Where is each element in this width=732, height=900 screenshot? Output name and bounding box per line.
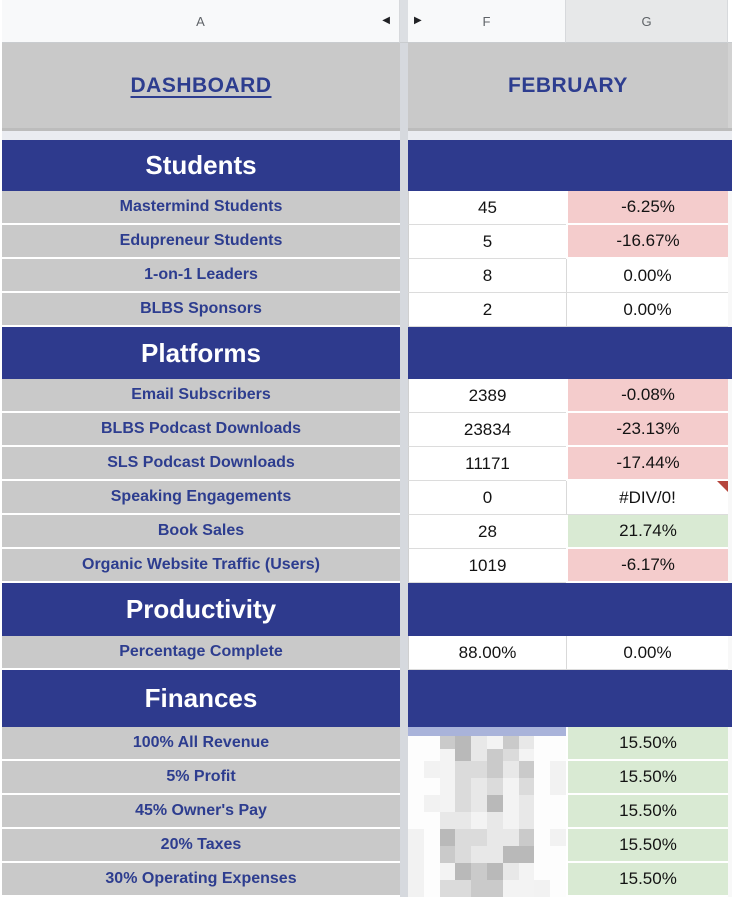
redacted-pixel-block <box>534 795 550 812</box>
hidden-columns-divider <box>400 636 408 670</box>
redacted-pixel-block <box>440 829 456 846</box>
cell-label[interactable] <box>2 636 400 670</box>
hidden-columns-divider <box>400 0 408 43</box>
hidden-columns-divider <box>400 43 408 128</box>
redacted-pixel-block <box>424 880 440 897</box>
change-text: -16.67% <box>616 231 680 250</box>
redacted-pixel-block <box>534 736 550 749</box>
table-row <box>0 413 732 447</box>
table-row <box>0 481 732 515</box>
redacted-pixel-block <box>455 863 471 880</box>
label-text: BLBS Podcast Downloads <box>100 420 302 437</box>
change-text: 21.74% <box>619 521 677 540</box>
redacted-pixel-block <box>440 863 456 880</box>
redacted-pixel-block <box>408 736 424 749</box>
redacted-pixel-block <box>550 880 566 897</box>
redacted-pixel-block <box>424 795 440 812</box>
table-row <box>0 259 732 293</box>
section-banner-span[interactable] <box>408 140 732 191</box>
cell-label[interactable] <box>2 727 400 761</box>
table-row <box>0 447 732 481</box>
cell-value[interactable] <box>408 379 566 413</box>
redacted-pixel-block <box>424 736 440 749</box>
redacted-pixel-block <box>519 846 535 863</box>
cell-value[interactable] <box>408 413 566 447</box>
redacted-pixel-block <box>455 749 471 762</box>
redacted-pixel-block <box>519 749 535 762</box>
hidden-rows-strip-right <box>408 128 732 140</box>
hidden-columns-divider <box>400 515 408 549</box>
redacted-pixel-block <box>487 812 503 829</box>
redacted-pixel-block <box>503 749 519 762</box>
redacted-pixel-block <box>503 761 519 778</box>
cell-change[interactable] <box>566 447 728 481</box>
change-text: 15.50% <box>619 835 677 854</box>
cell-change[interactable] <box>566 727 728 761</box>
label-text: Email Subscribers <box>131 386 271 403</box>
redacted-pixel-block <box>424 863 440 880</box>
label-text: Mastermind Students <box>119 198 283 215</box>
hidden-columns-divider <box>400 829 408 863</box>
redacted-pixel-block <box>550 749 566 762</box>
change-text: 15.50% <box>619 733 677 752</box>
hidden-columns-divider <box>400 379 408 413</box>
redacted-pixel-block <box>440 812 456 829</box>
cell-label[interactable] <box>2 515 400 549</box>
redacted-pixel-block <box>440 736 456 749</box>
hidden-columns-divider <box>400 795 408 829</box>
sheet-right-edge <box>728 447 732 481</box>
cell-value-redacted[interactable] <box>408 727 566 761</box>
hidden-columns-divider <box>400 727 408 761</box>
label-text: Speaking Engagements <box>110 488 292 505</box>
redacted-pixel-block <box>534 749 550 762</box>
redacted-pixel-block <box>471 812 487 829</box>
sheet-right-edge <box>728 225 732 259</box>
redacted-pixel-block <box>487 863 503 880</box>
table-row <box>0 225 732 259</box>
collapse-group-icon[interactable]: ◀ <box>382 15 390 26</box>
cell-value[interactable] <box>408 191 566 225</box>
sheet-right-edge <box>728 259 732 293</box>
cell-change[interactable] <box>566 225 728 259</box>
sheet-right-edge <box>728 515 732 549</box>
cell-label[interactable] <box>2 225 400 259</box>
sheet-right-edge <box>728 549 732 583</box>
redacted-pixel-block <box>550 829 566 846</box>
redacted-pixel-block <box>440 778 456 795</box>
redacted-pixel-block <box>440 761 456 778</box>
hidden-columns-divider <box>400 259 408 293</box>
hidden-columns-divider <box>400 327 408 379</box>
value-text: 11171 <box>465 453 510 473</box>
label-text: SLS Podcast Downloads <box>107 454 295 471</box>
redacted-pixelation <box>408 863 566 897</box>
cell-change[interactable] <box>566 293 728 327</box>
section-banner-span[interactable] <box>408 670 732 727</box>
sheet-right-edge <box>728 293 732 327</box>
table-row <box>0 379 732 413</box>
redacted-pixel-block <box>503 880 519 897</box>
cell-label[interactable] <box>2 863 400 897</box>
table-row <box>0 549 732 583</box>
section-banner[interactable] <box>2 583 400 636</box>
section-banner-span[interactable] <box>408 583 732 636</box>
section-banner-row <box>0 670 732 727</box>
section-title: Platforms <box>141 337 261 368</box>
redacted-pixel-block <box>408 812 424 829</box>
hidden-columns-divider <box>400 670 408 727</box>
hidden-columns-divider <box>400 863 408 897</box>
redacted-pixel-block <box>408 846 424 863</box>
hidden-rows-strip-left <box>2 128 400 140</box>
change-text: 15.50% <box>619 869 677 888</box>
title-row <box>0 43 732 128</box>
change-text: 0.00% <box>623 265 672 285</box>
cell-value-redacted[interactable] <box>408 829 566 863</box>
redacted-pixel-block <box>487 795 503 812</box>
redacted-pixel-block <box>440 846 456 863</box>
hidden-columns-divider <box>400 293 408 327</box>
redacted-pixel-block <box>455 761 471 778</box>
column-letter-a: A <box>196 13 205 29</box>
sheet-right-edge <box>728 795 732 829</box>
dashboard-link-cell[interactable] <box>2 43 400 128</box>
value-text: 1019 <box>468 555 507 575</box>
redacted-pixel-block <box>550 812 566 829</box>
redacted-pixel-block <box>503 846 519 863</box>
redacted-pixel-block <box>503 829 519 846</box>
table-row <box>0 761 732 795</box>
value-text: 88.00% <box>458 642 517 662</box>
section-banner[interactable] <box>2 327 400 379</box>
column-letter-f: F <box>482 13 491 29</box>
redacted-pixel-block <box>550 778 566 795</box>
cell-value[interactable] <box>408 549 566 583</box>
change-text: -6.17% <box>621 555 675 574</box>
redaction-strip <box>408 727 566 736</box>
hidden-columns-divider <box>400 761 408 795</box>
cell-label[interactable] <box>2 447 400 481</box>
hidden-columns-divider <box>400 140 408 191</box>
redacted-pixel-block <box>534 778 550 795</box>
redacted-pixel-block <box>550 736 566 749</box>
cell-change[interactable] <box>566 191 728 225</box>
cell-label[interactable] <box>2 413 400 447</box>
redacted-pixel-block <box>440 795 456 812</box>
redacted-pixel-block <box>519 863 535 880</box>
sheet-right-edge <box>728 43 732 128</box>
month-header-cell[interactable] <box>408 43 728 128</box>
sheet-right-edge <box>728 379 732 413</box>
redacted-pixel-block <box>519 736 535 749</box>
redacted-pixel-block <box>550 846 566 863</box>
redacted-pixel-block <box>534 812 550 829</box>
table-row <box>0 795 732 829</box>
section-banner-row <box>0 327 732 379</box>
redacted-pixel-block <box>408 880 424 897</box>
cell-change[interactable] <box>566 413 728 447</box>
redacted-pixelation <box>408 736 566 761</box>
table-row <box>0 636 732 670</box>
label-text: Book Sales <box>157 522 245 539</box>
expand-group-icon[interactable]: ▶ <box>414 15 422 26</box>
redacted-pixel-block <box>471 795 487 812</box>
redacted-pixel-block <box>487 846 503 863</box>
label-text: 20% Taxes <box>160 836 242 853</box>
hidden-columns-divider <box>400 549 408 583</box>
redacted-pixel-block <box>424 749 440 762</box>
redacted-pixel-block <box>519 795 535 812</box>
section-banner-span[interactable] <box>408 327 732 379</box>
redacted-pixel-block <box>487 761 503 778</box>
redacted-pixel-block <box>471 761 487 778</box>
cell-label[interactable] <box>2 191 400 225</box>
cell-label[interactable] <box>2 549 400 583</box>
sheet-right-edge <box>728 0 732 43</box>
cell-change[interactable] <box>566 636 728 670</box>
redacted-pixel-block <box>408 863 424 880</box>
redacted-pixel-block <box>519 812 535 829</box>
redacted-pixel-block <box>503 795 519 812</box>
hidden-columns-divider <box>400 225 408 259</box>
redacted-pixel-block <box>550 863 566 880</box>
redacted-pixel-block <box>487 736 503 749</box>
redacted-pixel-block <box>471 829 487 846</box>
table-row <box>0 727 732 761</box>
cell-change[interactable] <box>566 795 728 829</box>
table-row <box>0 515 732 549</box>
label-text: 100% All Revenue <box>132 734 270 751</box>
value-text: 5 <box>482 231 493 251</box>
cell-value-redacted[interactable] <box>408 761 566 795</box>
month-title: FEBRUARY <box>508 73 628 97</box>
redacted-pixelation <box>408 795 566 829</box>
label-text: Edupreneur Students <box>119 232 283 249</box>
redacted-pixel-block <box>424 846 440 863</box>
redacted-pixel-block <box>519 829 535 846</box>
column-header-g[interactable] <box>566 0 728 43</box>
section-banner[interactable] <box>2 140 400 191</box>
redacted-pixel-block <box>519 761 535 778</box>
sheet-right-edge <box>728 761 732 795</box>
redacted-pixel-block <box>503 812 519 829</box>
value-text: 23834 <box>463 419 512 439</box>
error-corner-icon <box>717 481 728 492</box>
sheet-right-edge <box>728 863 732 897</box>
redacted-pixel-block <box>408 778 424 795</box>
change-text: 15.50% <box>619 767 677 786</box>
sheet-right-edge <box>728 191 732 225</box>
change-text: -23.13% <box>616 419 680 438</box>
cell-change[interactable] <box>566 549 728 583</box>
redacted-pixel-block <box>471 749 487 762</box>
cell-label[interactable] <box>2 829 400 863</box>
cell-value[interactable] <box>408 481 566 515</box>
label-text: 5% Profit <box>166 768 236 785</box>
cell-change[interactable] <box>566 259 728 293</box>
hidden-columns-divider <box>400 481 408 515</box>
redacted-pixel-block <box>455 736 471 749</box>
cell-label[interactable] <box>2 259 400 293</box>
redacted-pixel-block <box>503 778 519 795</box>
cell-value[interactable] <box>408 259 566 293</box>
redacted-pixel-block <box>503 863 519 880</box>
table-row <box>0 293 732 327</box>
table-row <box>0 829 732 863</box>
cell-change[interactable] <box>566 761 728 795</box>
cell-change[interactable] <box>566 515 728 549</box>
sections-container <box>0 140 732 897</box>
cell-change[interactable] <box>566 481 728 515</box>
redacted-pixel-block <box>424 829 440 846</box>
change-text: 0.00% <box>623 299 672 319</box>
redacted-pixel-block <box>487 749 503 762</box>
redacted-pixel-block <box>519 880 535 897</box>
sheet-right-edge <box>728 727 732 761</box>
redacted-pixel-block <box>455 778 471 795</box>
table-row <box>0 863 732 897</box>
cell-value[interactable] <box>408 293 566 327</box>
hidden-columns-divider <box>400 447 408 481</box>
cell-value[interactable] <box>408 447 566 481</box>
redacted-pixel-block <box>503 736 519 749</box>
hidden-columns-divider <box>400 583 408 636</box>
redacted-pixel-block <box>487 829 503 846</box>
value-text: 45 <box>478 197 497 217</box>
change-text: 0.00% <box>623 642 672 662</box>
label-text: 45% Owner's Pay <box>135 802 267 819</box>
redacted-pixel-block <box>455 795 471 812</box>
redacted-pixel-block <box>550 761 566 778</box>
column-letter-g: G <box>641 13 652 29</box>
cell-change[interactable] <box>566 379 728 413</box>
value-text: 0 <box>482 487 493 507</box>
change-text: 15.50% <box>619 801 677 820</box>
redacted-pixelation <box>408 761 566 795</box>
dashboard-link[interactable]: DASHBOARD <box>130 73 272 97</box>
sheet-right-edge <box>728 636 732 670</box>
redacted-pixel-block <box>534 880 550 897</box>
cell-label[interactable] <box>2 761 400 795</box>
redacted-pixel-block <box>519 778 535 795</box>
redacted-pixel-block <box>534 846 550 863</box>
table-row <box>0 191 732 225</box>
change-text: #DIV/0! <box>619 487 676 507</box>
redacted-pixel-block <box>455 880 471 897</box>
cell-value[interactable] <box>408 636 566 670</box>
redacted-pixel-block <box>471 880 487 897</box>
cell-value-redacted[interactable] <box>408 863 566 897</box>
label-text: 1-on-1 Leaders <box>144 266 258 283</box>
redacted-pixel-block <box>455 829 471 846</box>
value-text: 8 <box>482 265 493 285</box>
redacted-pixel-block <box>408 829 424 846</box>
label-text: BLBS Sponsors <box>140 300 262 317</box>
section-title: Students <box>145 150 257 180</box>
redacted-pixel-block <box>534 761 550 778</box>
redacted-pixel-block <box>471 863 487 880</box>
cell-value[interactable] <box>408 225 566 259</box>
redacted-pixel-block <box>471 778 487 795</box>
column-headers <box>0 0 732 43</box>
section-title: Finances <box>144 683 258 713</box>
redacted-pixelation <box>408 829 566 863</box>
column-header-f[interactable] <box>408 0 566 43</box>
change-text: -17.44% <box>616 453 680 472</box>
cell-value-redacted[interactable] <box>408 795 566 829</box>
cell-change[interactable] <box>566 863 728 897</box>
cell-label[interactable] <box>2 795 400 829</box>
redacted-pixel-block <box>487 778 503 795</box>
section-banner[interactable] <box>2 670 400 727</box>
sheet-right-edge <box>728 829 732 863</box>
cell-label[interactable] <box>2 379 400 413</box>
redacted-pixel-block <box>534 829 550 846</box>
change-text: -6.25% <box>621 197 675 216</box>
section-banner-row <box>0 583 732 636</box>
hidden-columns-divider <box>400 191 408 225</box>
column-header-a[interactable] <box>2 0 400 43</box>
hidden-columns-divider <box>400 128 408 140</box>
value-text: 2389 <box>468 385 507 405</box>
redacted-pixel-block <box>424 761 440 778</box>
redacted-pixel-block <box>424 778 440 795</box>
label-text: Percentage Complete <box>119 643 283 660</box>
cell-change[interactable] <box>566 829 728 863</box>
value-text: 28 <box>478 521 497 541</box>
cell-label[interactable] <box>2 481 400 515</box>
redacted-pixel-block <box>534 863 550 880</box>
redacted-pixel-block <box>455 812 471 829</box>
section-banner-row <box>0 140 732 191</box>
redacted-pixel-block <box>550 795 566 812</box>
redacted-pixel-block <box>440 880 456 897</box>
value-text: 2 <box>482 299 493 319</box>
redacted-pixel-block <box>471 846 487 863</box>
label-text: Organic Website Traffic (Users) <box>82 556 320 573</box>
redacted-pixel-block <box>408 749 424 762</box>
change-text: -0.08% <box>621 385 675 404</box>
sheet-right-edge <box>728 413 732 447</box>
redacted-pixel-block <box>487 880 503 897</box>
redacted-pixel-block <box>471 736 487 749</box>
redacted-pixel-block <box>440 749 456 762</box>
cell-label[interactable] <box>2 293 400 327</box>
hidden-columns-divider <box>400 413 408 447</box>
redacted-pixel-block <box>408 795 424 812</box>
redacted-pixel-block <box>408 761 424 778</box>
section-title: Productivity <box>125 594 277 624</box>
redacted-pixel-block <box>455 846 471 863</box>
hidden-rows-strip <box>0 128 732 140</box>
cell-value[interactable] <box>408 515 566 549</box>
redacted-pixel-block <box>424 812 440 829</box>
label-text: 30% Operating Expenses <box>105 870 297 887</box>
sheet-right-edge <box>728 481 732 515</box>
